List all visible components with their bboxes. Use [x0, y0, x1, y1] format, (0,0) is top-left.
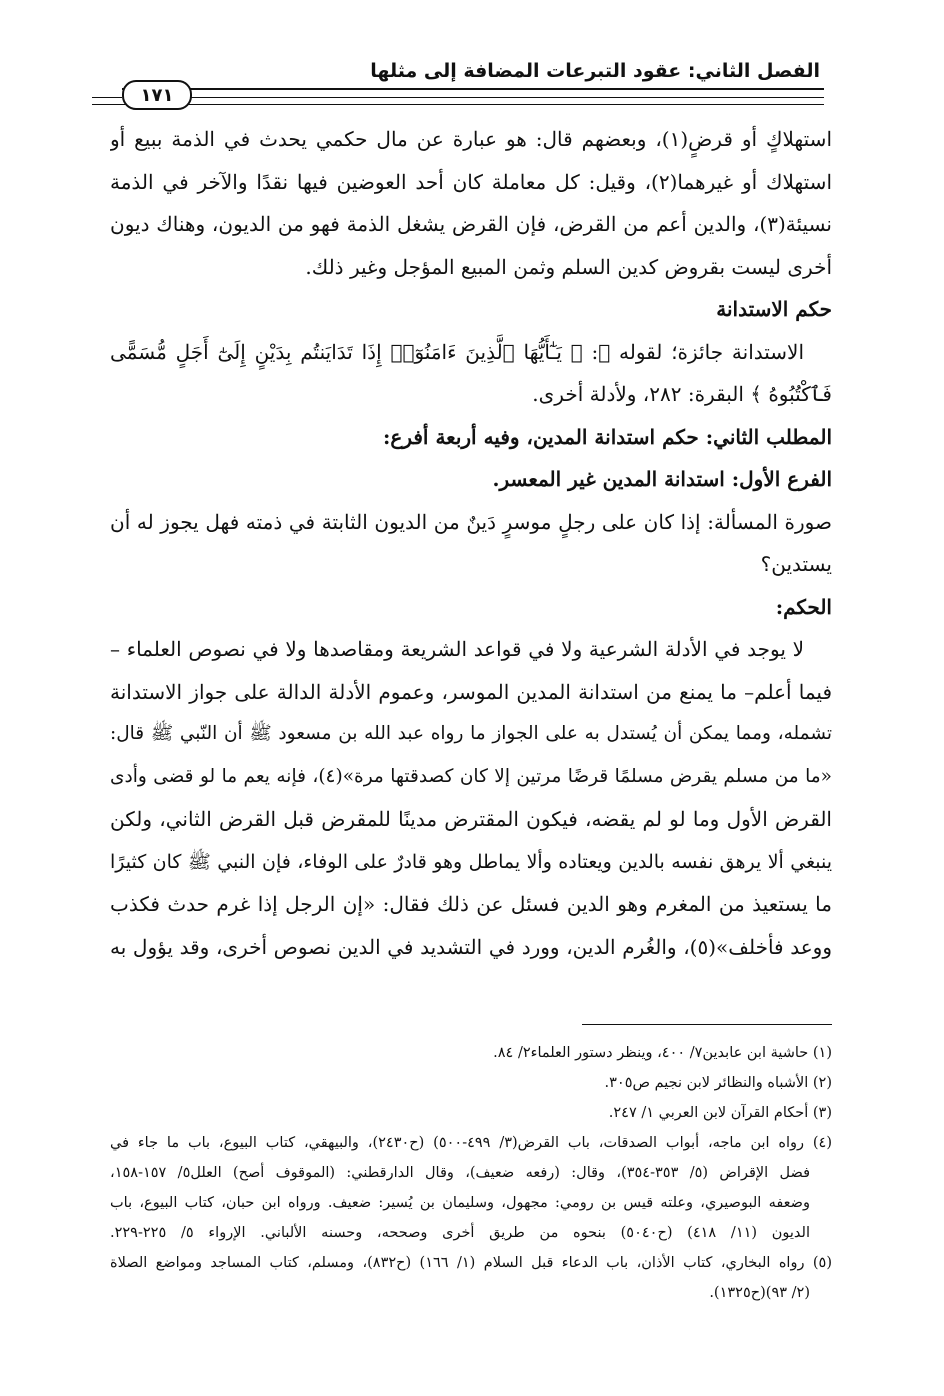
footnote-separator [582, 1024, 832, 1025]
footnote-line: وضعفه البوصيري، وعلته قيس بن رومي: مجهول، وسليمان بن يُسير: ضعيف. ورواه ابن حبان، كتاب البيوع، باب [110, 1195, 810, 1211]
footnote-line: فضل الإقراض (٥/ ٣٥٣-٣٥٤)، وقال: (رفعه ضعيف)، وقال الدارقطني: (الموقوف أصح) العلل٥/ ١٥٧-١٥٨، [110, 1165, 811, 1181]
running-title: الفصل الثاني: عقود التبرعات المضافة إلى مثلها [370, 60, 820, 82]
body-line: فَٱكْتُبُوهُ ﴾ البقرة: ٢٨٢، ولأدلة أخرى. [532, 382, 832, 406]
header-rule-top [122, 88, 824, 90]
body-line: أخرى ليست بقروض كدين السلم وثمن المبيع المؤجل وغير ذلك. [305, 254, 832, 279]
header-rule-middle [188, 97, 824, 98]
section-heading: حكم الاستدانة [716, 297, 832, 321]
body-line: استهلاكٍ أو قرضٍ(١)، وبعضهم قال: هو عبارة عن مال حكمي يحدث في الذمة ببيع أو [110, 127, 832, 151]
body-text [110, 118, 832, 968]
footnote-line: (٤) رواه ابن ماجه، أبواب الصدقات، باب القرض(٣/ ٤٩٩-٥٠٠) (ح٢٤٣٠)، والبيهقي، كتاب البيوع، باب ما جاء في [110, 1135, 832, 1151]
body-line: فيما أعلم– ما يمنع من استدانة المدين الموسر، وعموم الأدلة الدالة على جواز الاستدانة [110, 679, 832, 704]
body-line: نسيئة(٣)، والدين أعم من القرض، فإن القرض يشغل الذمة فهو من الديون، وهناك ديون [110, 212, 832, 236]
header-rule-bottom [92, 104, 824, 105]
body-line: ينبغي ألا يرهق نفسه بالدين ويعتاده وألا يماطل وهو قادرٌ على الوفاء، فإن النبي ﷺ كان كثيرًا [110, 850, 832, 873]
header-rule-left [92, 97, 122, 98]
body-line: ووعد فأخلف»(٥)، والغُرم الدين، وورد في التشديد في الدين نصوص أخرى، وقد يؤول به [110, 934, 832, 959]
body-line: ما يستعيذ من المغرم وهو الدين فسئل عن ذلك فقال: «إن الرجل إذا غرم حدث فكذب [110, 892, 832, 916]
body-line: استهلاك أو غيرهما(٢)، وقيل: كل معاملة كان أحد العوضين فيها نقدًا والآخر في الذمة [110, 169, 832, 194]
branch-heading: الفرع الأول: استدانة المدين غير المعسر. [492, 467, 832, 491]
footnote-line: (١) حاشية ابن عابدين٧/ ٤٠٠، وينظر دستور العلماء٢/ ٨٤. [493, 1045, 832, 1061]
subsection-heading: المطلب الثاني: حكم استدانة المدين، وفيه أربعة أفرع: [383, 424, 832, 449]
page-number: ١٧١ [122, 80, 192, 110]
body-line: صورة المسألة: إذا كان على رجلٍ موسرٍ دَينٌ من الديون الثابتة في ذمته فهل يجوز له أن [110, 509, 832, 534]
footnote-line: (٢/ ٩٣)(ح١٣٢٥). [709, 1285, 810, 1301]
body-line: يستدين؟ [760, 552, 832, 576]
body-line: تشمله، ومما يمكن أن يُستدل به على الجواز ما رواه عبد الله بن مسعود ﷺ أن النّبي ﷺ قال: [110, 723, 832, 744]
body-line: القرض الأول وما لو لم يقضه، فيكون المقترض مدينًا للمقرض قبل القرض الثاني، ولكن [110, 807, 832, 831]
footnote-line: الديون (١١/ ٤١٨) (ح٥٠٤٠) بنحوه من طريق أخرى وصححه، وحسنه الألباني. الإرواء ٥/ ٢٢٥-٢٢٩. [110, 1225, 810, 1241]
footnote-line: (٥) رواه البخاري، كتاب الأذان، باب الدعاء قبل السلام (١/ ١٦٦) (ح٨٣٢)، ومسلم، كتاب المساجد ومواضع الصلاة [110, 1255, 832, 1271]
body-line-verse: الاستدانة جائزة؛ لقوله ﷺ: ﴿ يَـٰٓأَيُّهَا ٱلَّذِينَ ءَامَنُوٓا۟ إِذَا تَدَايَنتُم بِدَيْنٍ إِلَىٰٓ أَجَلٍ مُّسَمًّى [110, 339, 804, 364]
footnote-line: (٢) الأشباه والنظائر لابن نجيم ص٣٠٥. [604, 1075, 832, 1091]
body-line: لا يوجد في الأدلة الشرعية ولا في قواعد الشريعة ومقاصدها ولا في نصوص العلماء – [110, 637, 804, 661]
ruling-heading: الحكم: [775, 594, 832, 619]
footnotes [110, 1038, 832, 1308]
body-line: «ما من مسلم يقرض مسلمًا قرضًا مرتين إلا كان كصدقتها مرة»(٤)، فإنه يعم ما لو قضى وأدى [110, 765, 832, 787]
footnote-line: (٣) أحكام القرآن لابن العربي ١/ ٢٤٧. [608, 1105, 832, 1121]
